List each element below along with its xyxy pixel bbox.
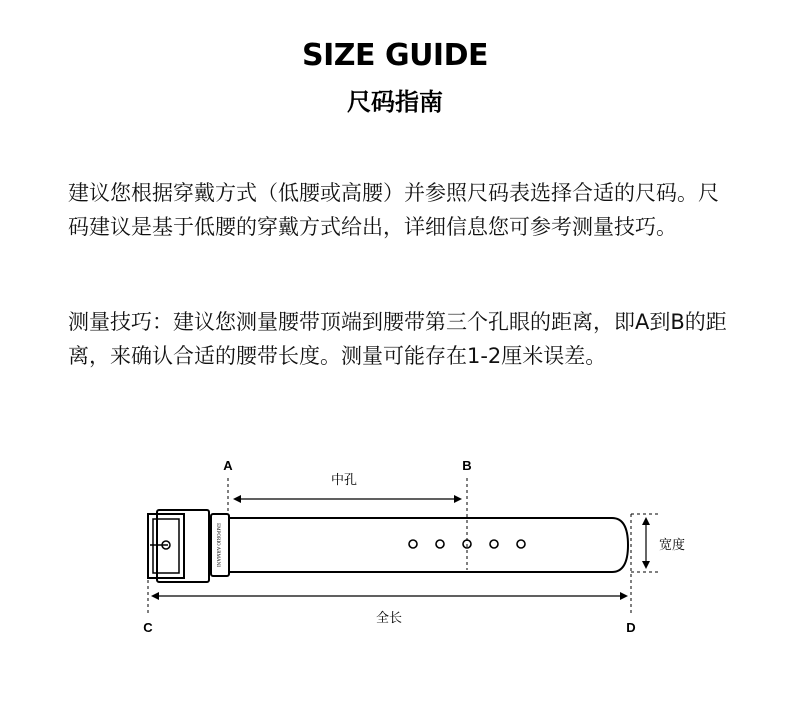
point-label-c: C xyxy=(143,620,153,635)
page-subtitle: 尺码指南 xyxy=(347,88,443,116)
full-length-arrow xyxy=(151,592,628,600)
point-label-d: D xyxy=(626,620,636,635)
full-length-label: 全长 xyxy=(375,611,403,626)
belt-hole xyxy=(490,540,498,548)
page-title: SIZE GUIDE xyxy=(301,38,488,73)
belt-strap xyxy=(228,518,628,572)
belt-hole xyxy=(409,540,417,548)
measurement-tips-paragraph: 测量技巧：建议您测量腰带顶端到腰带第三个孔眼的距离，即A到B的距离，来确认合适的腰带长度。测量可能存在1-2厘米误差。 xyxy=(68,310,727,368)
buckle-brand-text: EMPORIO ARMANI xyxy=(215,523,220,567)
middle-hole-arrow xyxy=(233,495,462,503)
point-label-a: A xyxy=(223,458,233,473)
belt-buckle xyxy=(148,510,209,582)
belt-hole xyxy=(517,540,525,548)
width-arrow xyxy=(642,517,650,569)
middle-hole-label: 中孔 xyxy=(330,473,358,488)
intro-paragraph: 建议您根据穿戴方式（低腰或高腰）并参照尺码表选择合适的尺码。尺码建议是基于低腰的穿戴方式给出，详细信息您可参考测量技巧。 xyxy=(68,181,719,239)
width-label: 宽度 xyxy=(659,538,686,553)
belt-keeper xyxy=(211,514,229,576)
belt-hole xyxy=(436,540,444,548)
point-label-b: B xyxy=(462,458,472,473)
